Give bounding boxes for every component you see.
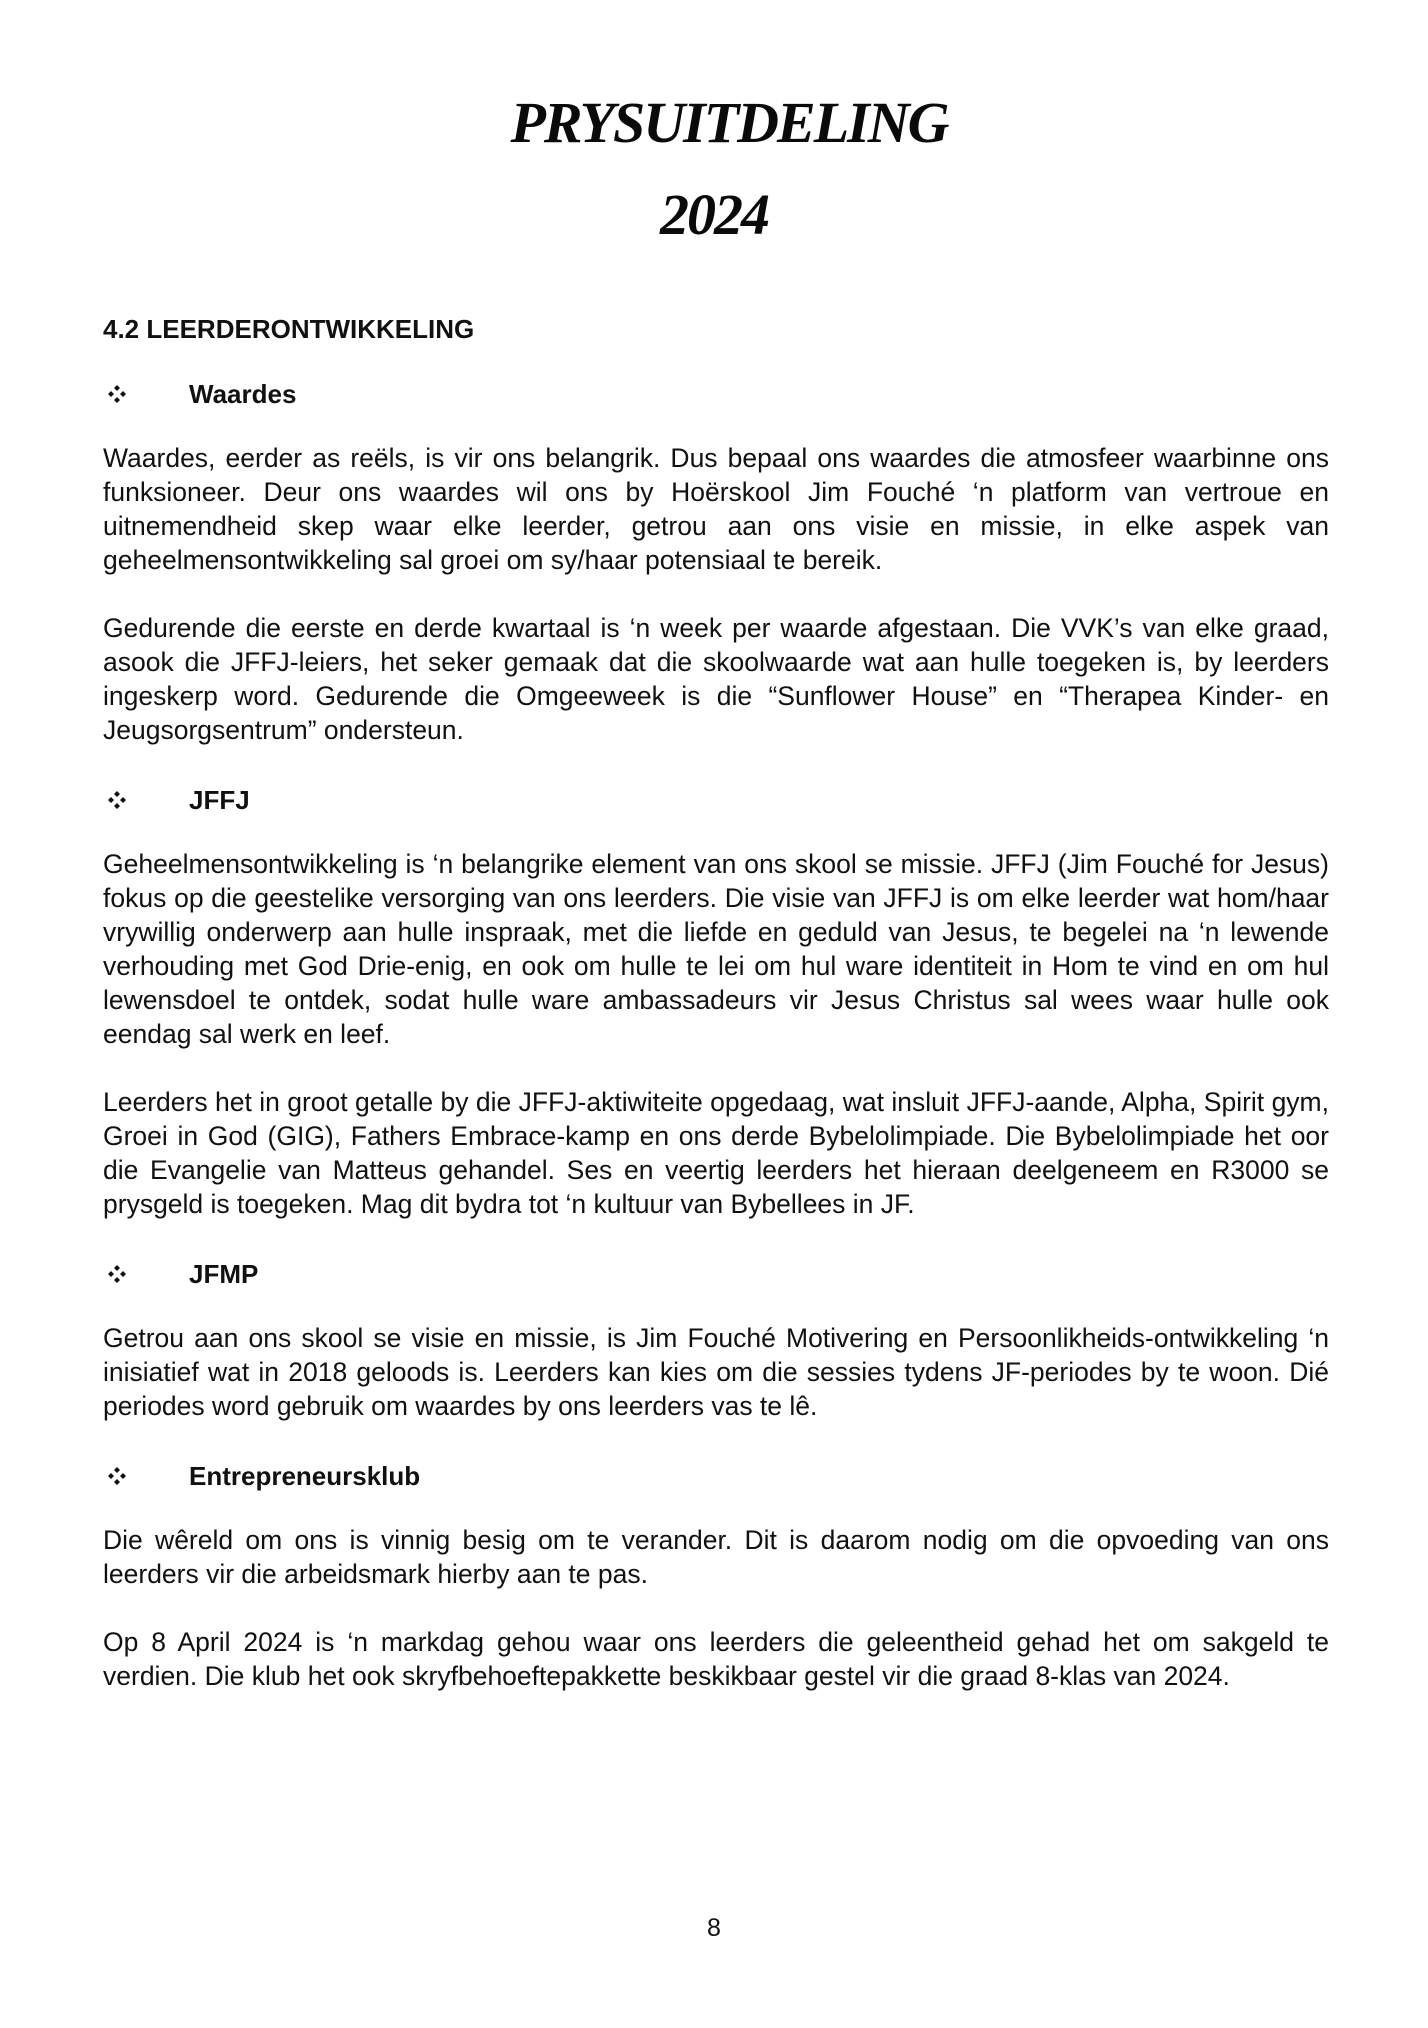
four-diamond-bullet-icon: [103, 384, 189, 404]
subsection-title: Waardes: [189, 378, 297, 409]
paragraph: Die wêreld om ons is vinnig besig om te verander. Dit is daarom nodig om die opvoeding van ons leerders vir die arbeidsmark hierby aan te pas.: [103, 1525, 1329, 1589]
subsection-title: JFMP: [189, 1258, 259, 1289]
subsection-heading-entrepreneursklub: [103, 1457, 1329, 1495]
page-title: PRYSUITDELING: [510, 90, 948, 155]
subsection-heading-waardes: [103, 375, 1329, 413]
subsection-heading-jffj: [103, 781, 1329, 819]
content-body: [103, 375, 1329, 1727]
paragraph: Leerders het in groot getalle by die JFFJ-aktiwiteite opgedaag, wat insluit JFFJ-aande, Alpha, Spirit gym, Groei in God (GIG), Fathers Embrace-kamp en ons derde Bybelolimpiade. Die Bybelolimpiade het oor die Evangelie van Matteus gehandel. Ses en veertig leerders het hieraan deelgeneem en R3000 se prysgeld is toegeken. Mag dit bydra tot ‘n kultuur van Bybellees in JF.: [103, 1087, 1329, 1219]
four-diamond-bullet-icon: [103, 1264, 189, 1284]
paragraph: Gedurende die eerste en derde kwartaal is ‘n week per waarde afgestaan. Die VVK’s van elke graad, asook die JFFJ-leiers, het seker gemaak dat die skoolwaarde wat aan hulle toegeken is, by leerders ingeskerp word. Gedurende die Omgeeweek is die “Sunflower House” en “Therapea Kinder- en Jeugsorgsentrum” ondersteun.: [103, 613, 1329, 745]
paragraph: Getrou aan ons skool se visie en missie, is Jim Fouché Motivering en Persoonlikheids-ontwikkeling ‘n inisiatief wat in 2018 geloods is. Leerders kan kies om die sessies tydens JF-periodes by te woon. Dié periodes word gebruik om waardes by ons leerders vas te lê.: [103, 1323, 1329, 1421]
paragraph: Op 8 April 2024 is ‘n markdag gehou waar ons leerders die geleentheid gehad het om sakgeld te verdien. Die klub het ook skryfbehoeftepakkette beskikbaar gestel vir die graad 8-klas van 2024.: [103, 1627, 1329, 1691]
page-title-year: 2024: [660, 182, 768, 247]
section-heading: 4.2 LEERDERONTWIKKELING: [103, 314, 475, 344]
paragraph: Geheelmensontwikkeling is ‘n belangrike element van ons skool se missie. JFFJ (Jim Fouché for Jesus) fokus op die geestelike versorging van ons leerders. Die visie van JFFJ is om elke leerder wat hom/haar vrywillig onderwerp aan hulle inspraak, met die liefde en geduld van Jesus, te begelei na ‘n lewende verhouding met God Drie-enig, en ook om hulle te lei om hul ware identiteit in Hom te vind en om hul lewensdoel te ontdek, sodat hulle ware ambassadeurs vir Jesus Christus sal wees waar hulle ook eendag sal werk en leef.: [103, 849, 1329, 1049]
four-diamond-bullet-icon: [103, 1466, 189, 1486]
paragraph: Waardes, eerder as reëls, is vir ons belangrik. Dus bepaal ons waardes die atmosfeer waarbinne ons funksioneer. Deur ons waardes wil ons by Hoërskool Jim Fouché ‘n platform van vertroue en uitnemendheid skep waar elke leerder, getrou aan ons visie en missie, in elke aspek van geheelmensontwikkeling sal groei om sy/haar potensiaal te bereik.: [103, 443, 1329, 575]
subsection-heading-jfmp: [103, 1255, 1329, 1293]
page-number: 8: [707, 1914, 721, 1942]
subsection-title: Entrepreneursklub: [189, 1460, 421, 1491]
four-diamond-bullet-icon: [103, 790, 189, 810]
subsection-title: JFFJ: [189, 784, 250, 815]
